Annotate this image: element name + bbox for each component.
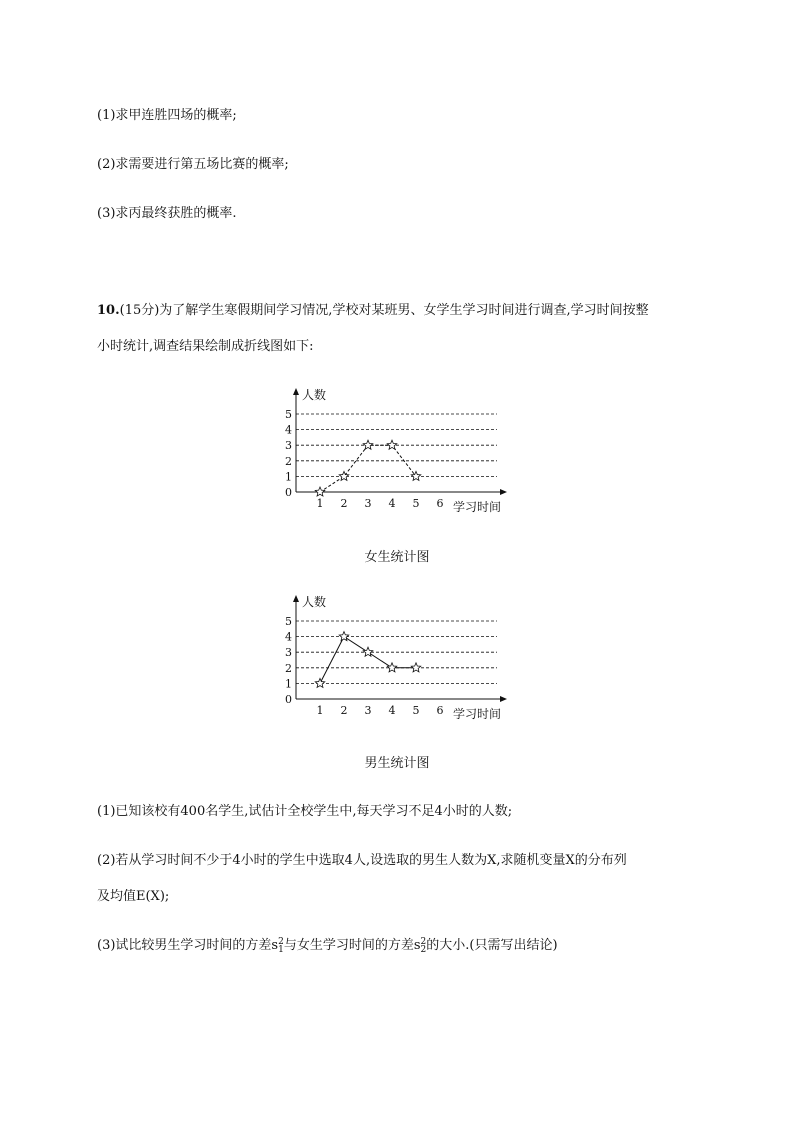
subquestion-3-part-c: 的大小.(只需写出结论) <box>426 938 558 953</box>
x-tick-label: 3 <box>364 497 372 510</box>
problem-intro-line2: 小时统计,调查结果绘制成折线图如下: <box>97 339 314 354</box>
y-tick-label: 4 <box>285 423 292 437</box>
y-tick-label: 5 <box>285 408 292 421</box>
variance-female-sup: 2 <box>420 936 427 947</box>
data-point-star <box>363 440 373 449</box>
data-point-star <box>387 663 397 672</box>
subquestion-2-line2: 及均值E(X); <box>97 889 170 904</box>
problem-number: 10. <box>97 303 120 318</box>
series-line <box>320 445 416 492</box>
subquestion-1: (1)已知该校有400名学生,试估计全校学生中,每天学习不足4小时的人数; <box>97 804 513 819</box>
variance-male-sup: 2 <box>278 936 284 947</box>
question-3-text: (3)求丙最终获胜的概率. <box>97 206 237 221</box>
x-axis-label: 学习时间 <box>453 707 502 721</box>
data-point-star <box>339 471 349 480</box>
y-tick-label: 3 <box>285 646 292 660</box>
x-tick-label: 6 <box>436 497 444 510</box>
x-tick-label: 2 <box>340 497 348 510</box>
y-axis-arrow <box>293 388 299 395</box>
female-chart-caption: 女生统计图 <box>364 550 430 565</box>
x-axis-label: 学习时间 <box>453 500 502 514</box>
x-tick-label: 1 <box>316 497 324 510</box>
data-point-star <box>315 487 325 496</box>
problem-10-intro <box>97 302 649 320</box>
variance-male-sub: 1 <box>278 944 284 955</box>
variance-female-sub: 2 <box>420 944 427 955</box>
y-tick-label: 4 <box>285 630 292 644</box>
female-chart-svg <box>282 387 522 517</box>
x-tick-label: 3 <box>364 704 372 717</box>
x-tick-label: 6 <box>436 704 444 717</box>
male-line-chart <box>282 594 522 724</box>
y-tick-label: 2 <box>285 661 292 675</box>
x-axis-arrow <box>500 696 507 702</box>
x-tick-label: 2 <box>340 704 348 717</box>
problem-intro-line1: (15分)为了解学生寒假期间学习情况,学校对某班男、女学生学习时间进行调查,学习时间按整 <box>119 303 649 318</box>
x-tick-label: 4 <box>388 704 396 717</box>
question-2-text: (2)求需要进行第五场比赛的概率; <box>97 157 289 172</box>
female-line-chart <box>282 387 522 517</box>
x-tick-label: 5 <box>412 497 420 510</box>
male-chart-svg <box>282 594 522 724</box>
y-axis-label: 人数 <box>302 388 327 402</box>
series-line <box>320 637 416 684</box>
x-axis-arrow <box>500 489 507 495</box>
subquestion-3-part-b: 与女生学习时间的方差s <box>283 938 421 953</box>
y-tick-label: 1 <box>285 677 292 691</box>
y-tick-label: 0 <box>285 486 292 499</box>
y-axis-arrow <box>293 595 299 602</box>
subquestion-2-line1: (2)若从学习时间不少于4小时的学生中选取4人,设选取的男生人数为X,求随机变量X的分布列 <box>97 853 627 868</box>
data-point-star <box>387 440 397 449</box>
data-point-star <box>411 663 421 672</box>
y-tick-label: 1 <box>285 470 292 484</box>
x-tick-label: 4 <box>388 497 396 510</box>
subquestion-3 <box>97 937 558 955</box>
y-tick-label: 2 <box>285 454 292 468</box>
y-axis-label: 人数 <box>302 595 327 609</box>
subquestion-3-part-a: (3)试比较男生学习时间的方差s <box>97 938 279 953</box>
x-tick-label: 5 <box>412 704 420 717</box>
y-tick-label: 3 <box>285 439 292 453</box>
x-tick-label: 1 <box>316 704 324 717</box>
question-1-text: (1)求甲连胜四场的概率; <box>97 108 237 123</box>
data-point-star <box>315 678 325 687</box>
y-tick-label: 0 <box>285 693 292 706</box>
y-tick-label: 5 <box>285 615 292 628</box>
male-chart-caption: 男生统计图 <box>364 756 430 771</box>
